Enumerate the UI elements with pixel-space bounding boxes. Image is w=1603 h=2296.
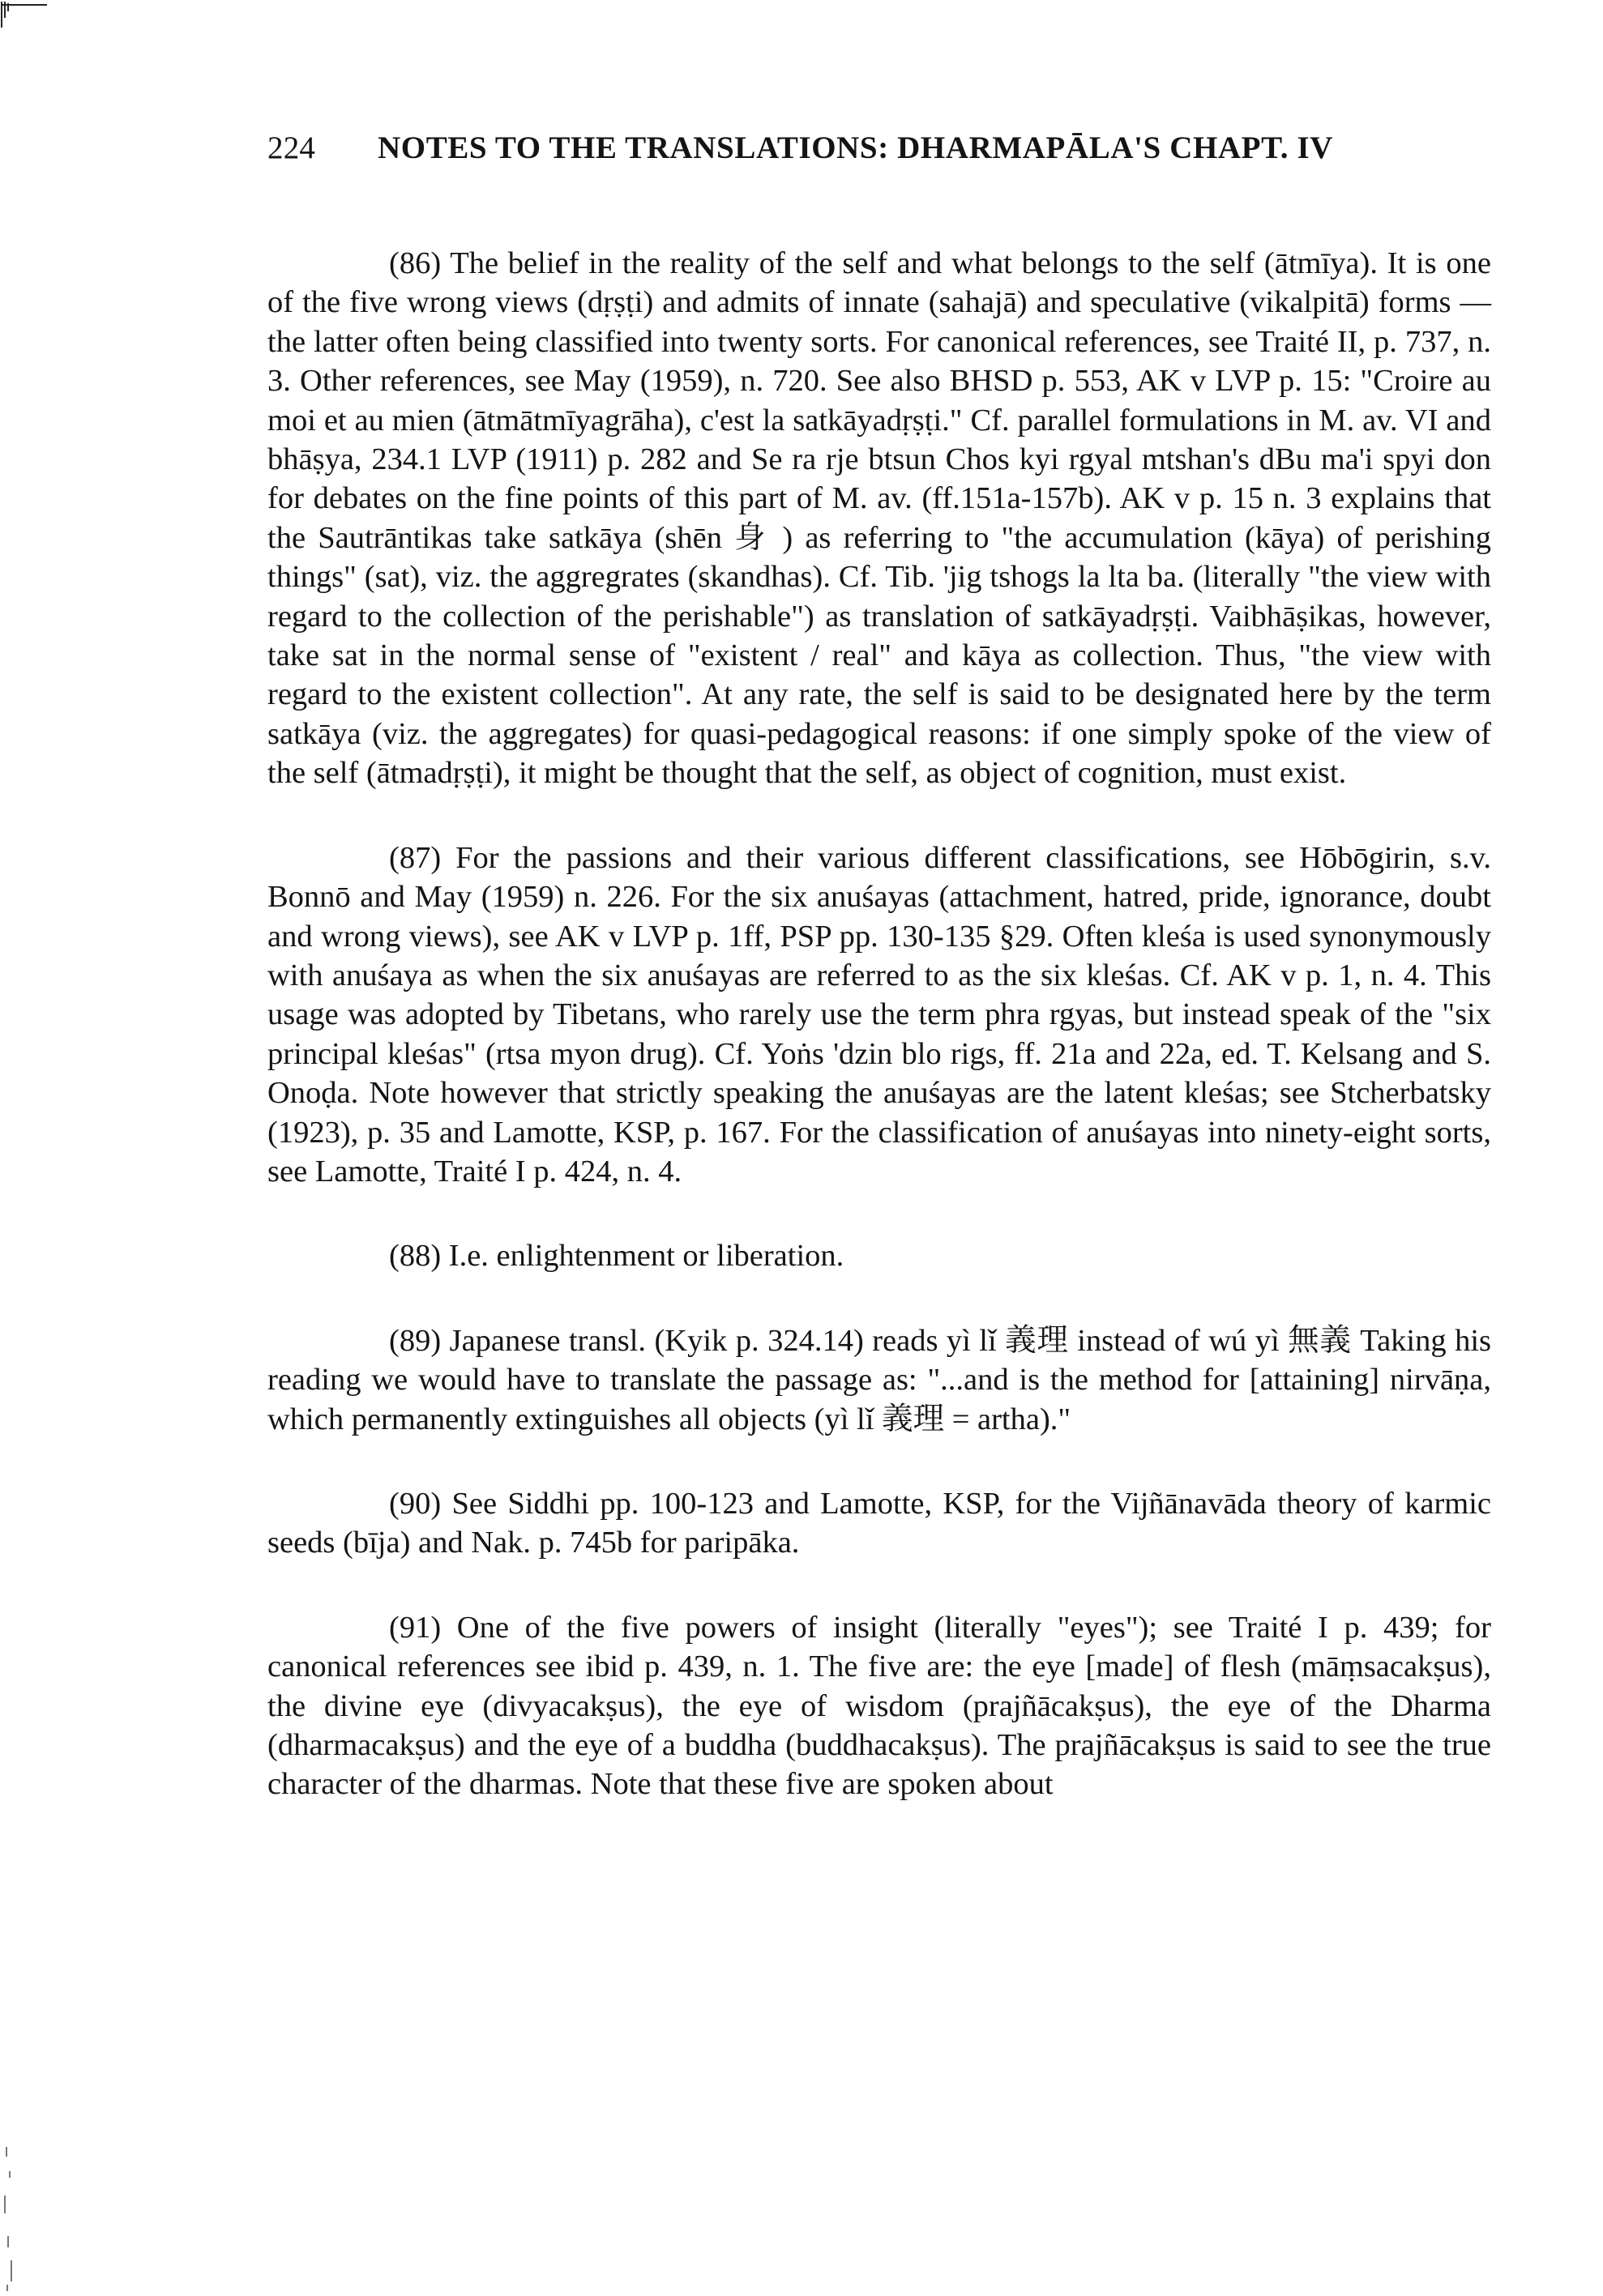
scan-artifact-mark [0,0,49,32]
note-88-text: (88) I.e. enlightenment or liberation. [389,1239,844,1274]
note-90-text: (90) See Siddhi pp. 100-123 and Lamotte, KSP, for the Vijñānavāda theory of karmic seeds (bīja) and Nak. p. 745b for paripāka. [267,1486,1491,1560]
note-86-text: (86) The belief in the reality of the self and what belongs to the self (ātmīya). It is one of the five wrong views (dṛṣṭi) and admits of innate (sahajā) and speculative (vikalpitā) forms — the latter often being classified into twenty sorts. For canonical references, see Traité II, p. 737, n. 3. Other references, see May (1959), n. 720. See also BHSD p. 553, AK v LVP p. 15: "Croire au moi et au mien (ātmātmīyagrāha), c'est la satkāyadṛṣṭi." Cf. parallel formulations in M. av. VI and bhāṣya, 234.1 LVP (1911) p. 282 and Se ra rje btsun Chos kyi rgyal mtshan's dBu ma'i spyi don for debates on the fine points of this part of M. av. (ff.151a-157b). AK v p. 15 n. 3 explains that the Sautrāntikas take satkāya (shēn 身 ) as referring to "the accumulation (kāya) of perishing things" (sat), viz. the aggregrates (skandhas). Cf. Tib. 'jig tshogs la lta ba. (literally "the view with regard to the collection of the perishable") as translation of satkāyadṛṣṭi. Vaibhāṣikas, however, take sat in the normal sense of "existent / real" and kāya as collection. Thus, "the view with regard to the existent collection". At any rate, the self is said to be designated here by the term satkāya (viz. the aggregates) for quasi-pedagogical reasons: if one simply spoke of the view of the self (ātmadṛṣṭi), it might be thought that the self, as object of cognition, must exist. [267,246,1491,791]
note-87 [267,839,1491,1192]
running-header [267,130,1491,166]
note-91 [267,1608,1491,1804]
note-88 [267,1236,1491,1275]
page-number: 224 [267,130,316,165]
note-89-text: (89) Japanese transl. (Kyik p. 324.14) reads yì lǐ 義理 instead of wú yì 無義 Taking his reading we would have to translate the passage as: "...and is the method for [attaining] nirvāṇa, which permanently extinguishes all objects (yì lǐ 義理 = artha)." [267,1323,1491,1436]
scan-margin-noise [0,2139,24,2293]
note-87-text: (87) For the passions and their various different classifications, see Hōbōgirin, s.v. Bonnō and May (1959) n. 226. For the six anuśayas (attachment, hatred, pride, ignorance, doubt and wrong views), see AK v LVP p. 1ff, PSP pp. 130-135 §29. Often kleśa is used synonymously with anuśaya as when the six anuśayas are referred to as the six kleśas. Cf. AK v p. 1, n. 4. This usage was adopted by Tibetans, who rarely use the term phra rgyas, but instead speak of the "six principal kleśas" (rtsa myon drug). Cf. Yoṅs 'dzin blo rigs, ff. 21a and 22a, ed. T. Kelsang and S. Onoḍa. Note however that strictly speaking the anuśayas are the latent kleśas; see Stcherbatsky (1923), p. 35 and Lamotte, KSP, p. 167. For the classification of anuśayas into ninety-eight sorts, see Lamotte, Traité I p. 424, n. 4. [267,840,1491,1189]
note-86 [267,244,1491,793]
note-90 [267,1484,1491,1563]
note-89 [267,1321,1491,1439]
book-page [267,130,1491,1850]
note-91-text: (91) One of the five powers of insight (literally "eyes"); see Traité I p. 439; for canonical references see ibid p. 439, n. 1. The five are: the eye [made] of flesh (māṃsacakṣus), the divine eye (divyacakṣus), the eye of wisdom (prajñācakṣus), the eye of the Dharma (dharmacakṣus) and the eye of a buddha (buddhacakṣus). The prajñācakṣus is said to see the true character of the dharmas. Note that these five are spoken about [267,1610,1491,1802]
chapter-header-title: NOTES TO THE TRANSLATIONS: DHARMAPĀLA'S CHAPT. IV [378,130,1334,165]
